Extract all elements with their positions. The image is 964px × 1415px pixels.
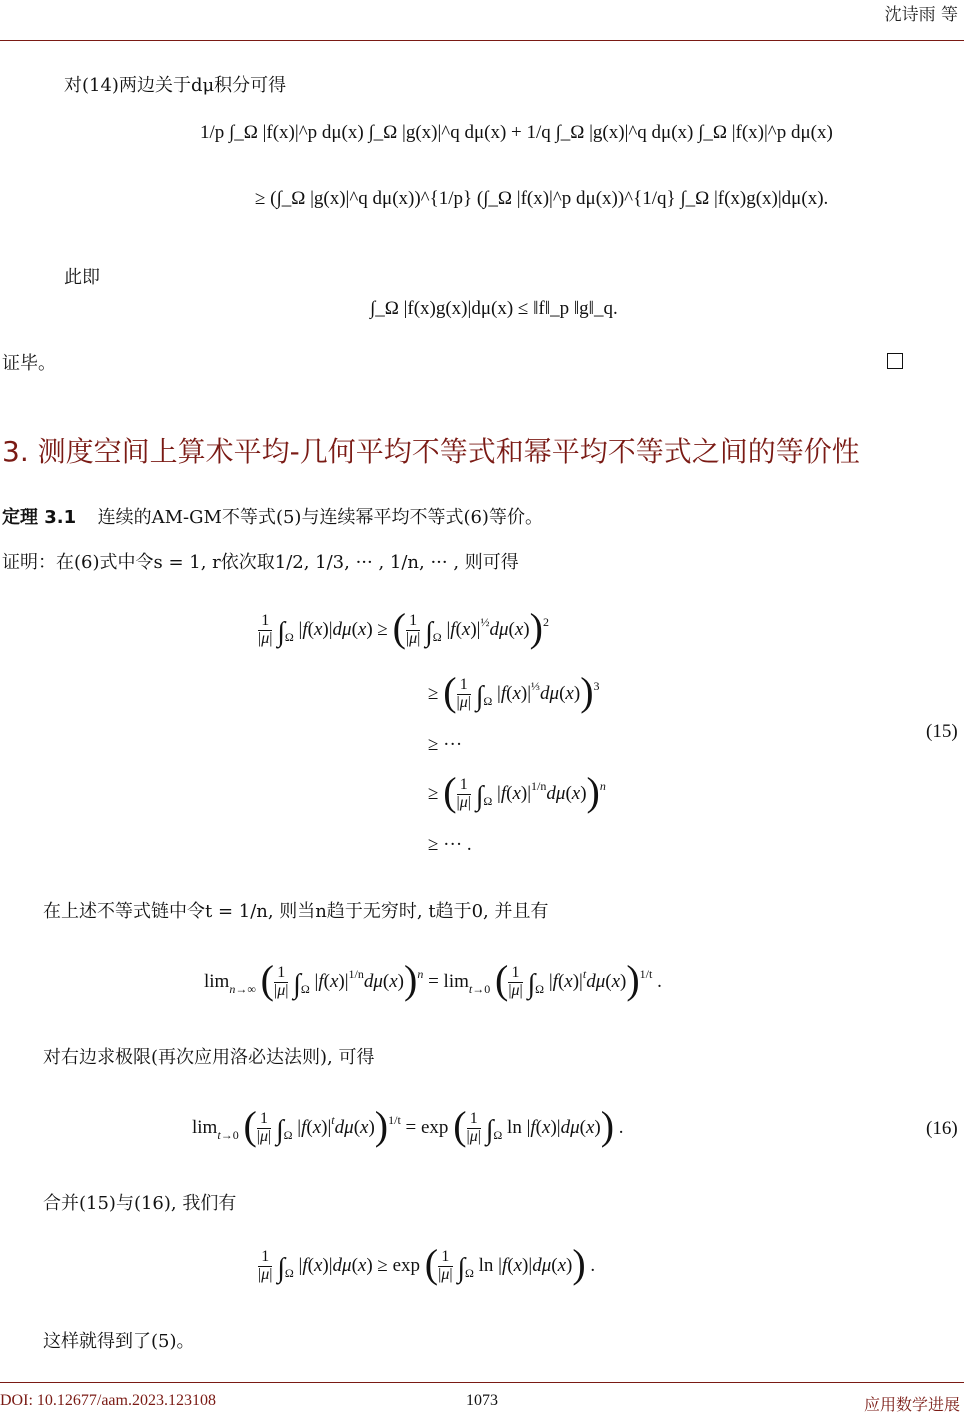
- footer-doi: DOI: 10.12677/aam.2023.123108: [0, 1392, 216, 1409]
- paragraph-combine: 合并(15)与(16), 我们有: [43, 1193, 237, 1214]
- equation-16-number: (16): [926, 1118, 958, 1139]
- theorem-3-1: [2, 506, 543, 530]
- running-header-author: 沈诗雨 等: [884, 5, 958, 25]
- equation-15-number: (15): [926, 721, 958, 742]
- equation-limit: $\lim_{n\to\infty}$ ( $\frac{1}{|\mu|}$ $\int_\Omega$ $|f(x)|^{1/n}d\mu(x))^n = \lim_{t\to 0}$ ( $\frac{1}{|\mu|}$ $\int_\Omega$ $|f(x)|^td\mu(x))^{1/t}$ .: [204, 957, 662, 1002]
- equation-15-line-5: ≥ ··· .: [428, 834, 472, 855]
- equation-15-line-3: ≥ ···: [428, 734, 463, 755]
- equation-14-line-1: 1/p ∫_Ω |f(x)|^p dμ(x) ∫_Ω |g(x)|^q dμ(x) + 1/q ∫_Ω |g(x)|^q dμ(x) ∫_Ω |f(x)|^p dμ(x): [200, 122, 833, 143]
- paragraph-limit: 对右边求极限(再次应用洛必达法则), 可得: [43, 1047, 375, 1068]
- equation-16: $\lim_{t\to 0}$ ( $\frac{1}{|\mu|}$ $\int_\Omega$ $|f(x)|^td\mu(x))^{1/t} = \exp$ ( $\frac{1}{|\mu|}$ $\int_\Omega$ ln |f(x)|dμ(x)) .: [192, 1103, 624, 1148]
- theorem-text: 连续的AM-GM不等式(5)与连续幂平均不等式(6)等价。: [97, 507, 543, 528]
- equation-15-line-1: $\frac{1}{|\mu|}$ $\int_\Omega$ |f(x)|dμ(x) ≥ ( $\frac{1}{|\mu|}$ $\int_\Omega$ $|f(x)|^{\frac{1}{2}}d\mu(x))^2$: [258, 605, 549, 650]
- equation-14-line-2: ≥ (∫_Ω |g(x)|^q dμ(x))^{1/p} (∫_Ω |f(x)|^p dμ(x))^{1/q} ∫_Ω |f(x)g(x)|dμ(x).: [255, 188, 829, 209]
- equation-15-line-4: ≥ ( $\frac{1}{|\mu|}$ $\int_\Omega$ $|f(x)|^{1/n}d\mu(x))^n$: [428, 769, 606, 814]
- paragraph-integrate: [64, 74, 286, 98]
- section-title: 3. 测度空间上算术平均-几何平均不等式和幂平均不等式之间的等价性: [2, 435, 860, 468]
- paragraph-integrate-text: 对(14)两边关于dμ积分可得: [64, 75, 287, 96]
- equation-15-line-2: ≥ ( $\frac{1}{|\mu|}$ $\int_\Omega$ $|f(x)|^{\frac{1}{3}}d\mu(x))^3$: [428, 669, 600, 714]
- paragraph-let-t: 在上述不等式链中令t = 1/n, 则当n趋于无穷时, t趋于0, 并且有: [43, 901, 549, 922]
- footer-page-number: 1073: [466, 1392, 498, 1409]
- header-rule: [0, 40, 964, 41]
- equation-final: $\frac{1}{|\mu|}$ $\int_\Omega$ |f(x)|dμ(x) ≥ exp ( $\frac{1}{|\mu|}$ $\int_\Omega$ ln |f(x)|dμ(x)) .: [258, 1241, 596, 1286]
- theorem-label: 定理 3.1: [2, 507, 77, 528]
- footer-journal-name: 应用数学进展: [863, 1395, 960, 1414]
- qed-square-icon: [887, 353, 903, 369]
- paragraph-final: 这样就得到了(5)。: [43, 1331, 195, 1352]
- equation-holder: ∫_Ω |f(x)g(x)|dμ(x) ≤ ‖f‖_p ‖g‖_q.: [370, 298, 618, 319]
- paragraph-thus: 此即: [64, 267, 100, 288]
- proof-end-text: 证毕。: [2, 353, 56, 374]
- proof-start: 证明：在(6)式中令s = 1, r依次取1/2, 1/3, ··· , 1/n, ··· , 则可得: [2, 552, 519, 573]
- footer-rule: [0, 1382, 964, 1383]
